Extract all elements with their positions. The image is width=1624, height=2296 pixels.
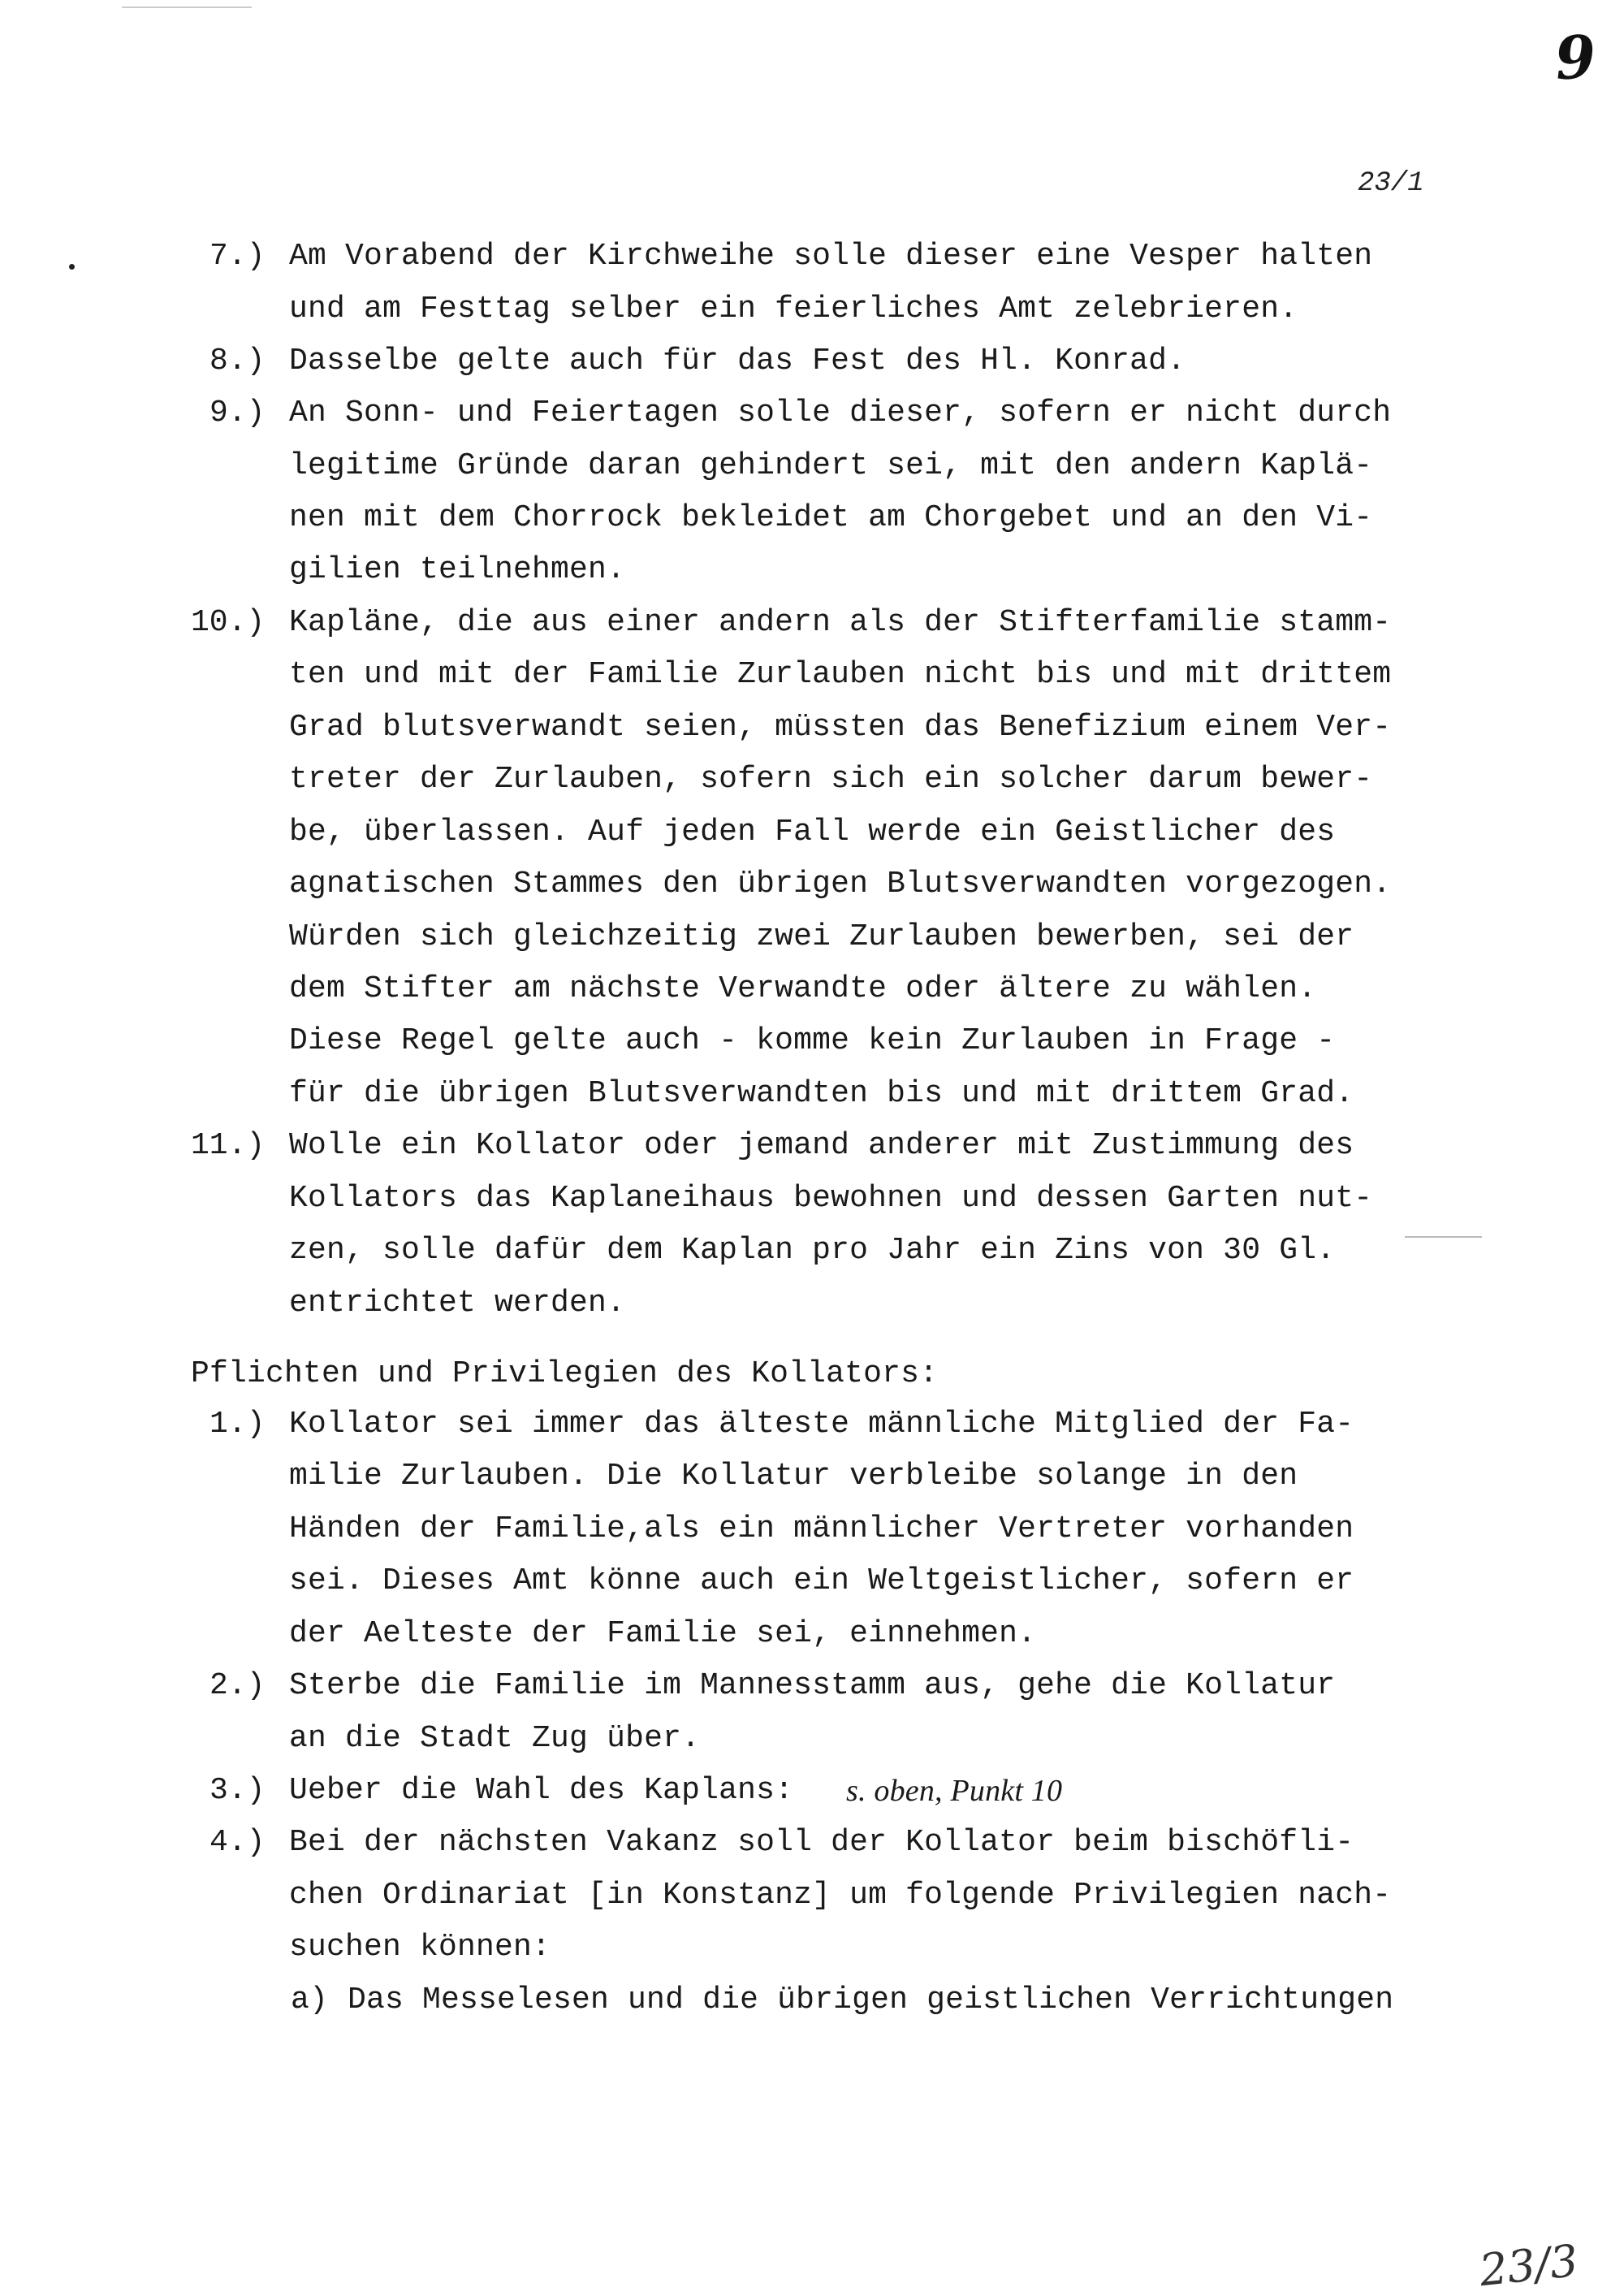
sub-item-text: Das Messelesen und die übrigen geistlichen Verrichtungen xyxy=(348,1983,1394,2017)
item-line: Grad blutsverwandt seien, müssten das Benefizium einem Ver- xyxy=(289,710,1392,745)
item-line: dem Stifter am nächste Verwandte oder ältere zu wählen. xyxy=(289,971,1317,1006)
item-line: Am Vorabend der Kirchweihe solle dieser eine Vesper halten xyxy=(289,239,1373,274)
item-line: Kollator sei immer das älteste männliche Mitglied der Fa- xyxy=(289,1407,1354,1442)
item-number: 10.) xyxy=(191,605,266,640)
item-line: für die übrigen Blutsverwandten bis und mit drittem Grad. xyxy=(289,1076,1354,1111)
item-line: legitime Gründe daran gehindert sei, mit den andern Kaplä- xyxy=(289,448,1373,483)
item-line: Händen der Familie,als ein männlicher Vertreter vorhanden xyxy=(289,1511,1354,1546)
item-number: 9.) xyxy=(209,396,266,430)
item-line: chen Ordinariat [in Konstanz] um folgende Privilegien nach- xyxy=(289,1878,1392,1913)
item-line: An Sonn- und Feiertagen solle dieser, sofern er nicht durch xyxy=(289,396,1392,430)
item-line: der Aelteste der Familie sei, einnehmen. xyxy=(289,1616,1037,1651)
item-line: gilien teilnehmen. xyxy=(289,552,626,587)
scan-mark xyxy=(1405,1236,1482,1238)
item-number: 2.) xyxy=(209,1668,266,1703)
item-number: 4.) xyxy=(209,1825,266,1860)
item-line: Diese Regel gelte auch - komme kein Zurlauben in Frage - xyxy=(289,1023,1336,1058)
item-number: 11.) xyxy=(191,1128,266,1163)
top-reference: 23/1 xyxy=(1358,168,1424,199)
item-line: entrichtet werden. xyxy=(289,1286,626,1321)
item-line: Kapläne, die aus einer andern als der Stifterfamilie stamm- xyxy=(289,605,1392,640)
item-number: 1.) xyxy=(209,1407,266,1442)
sub-item-label: a) xyxy=(291,1983,329,2017)
item-number: 8.) xyxy=(209,344,266,378)
item-line: treter der Zurlauben, sofern sich ein solcher darum bewer- xyxy=(289,762,1373,797)
item-line: Kollators das Kaplaneihaus bewohnen und dessen Garten nut- xyxy=(289,1181,1373,1216)
item-number: 3.) xyxy=(209,1773,266,1808)
item-line: agnatischen Stammes den übrigen Blutsverwandten vorgezogen. xyxy=(289,867,1392,902)
item-line: zen, solle dafür dem Kaplan pro Jahr ein Zins von 30 Gl. xyxy=(289,1233,1336,1268)
item-line: Ueber die Wahl des Kaplans: xyxy=(289,1773,794,1808)
item-line: und am Festtag selber ein feierliches Amt zelebrieren. xyxy=(289,292,1298,326)
item-line: Wolle ein Kollator oder jemand anderer mit Zustimmung des xyxy=(289,1128,1354,1163)
item-line: nen mit dem Chorrock bekleidet am Chorgebet und an den Vi- xyxy=(289,500,1373,535)
item-line: Würden sich gleichzeitig zwei Zurlauben bewerben, sei der xyxy=(289,919,1354,954)
item-line: Sterbe die Familie im Mannesstamm aus, gehe die Kollatur xyxy=(289,1668,1336,1703)
margin-dot xyxy=(69,264,75,270)
page-number: 9 xyxy=(1553,21,1599,93)
item-line: suchen können: xyxy=(289,1930,551,1965)
bottom-reference: 23/3 xyxy=(1477,2234,1581,2296)
item-line: Bei der nächsten Vakanz soll der Kollator beim bischöfli- xyxy=(289,1825,1354,1860)
item-line: an die Stadt Zug über. xyxy=(289,1721,701,1756)
scan-mark xyxy=(122,6,252,8)
item-line: sei. Dieses Amt könne auch ein Weltgeistlicher, sofern er xyxy=(289,1563,1354,1598)
handwritten-note: s. oben, Punkt 10 xyxy=(846,1774,1063,1808)
item-line: milie Zurlauben. Die Kollatur verbleibe solange in den xyxy=(289,1459,1298,1494)
item-line: be, überlassen. Auf jeden Fall werde ein Geistlicher des xyxy=(289,815,1336,850)
item-line: ten und mit der Familie Zurlauben nicht bis und mit drittem xyxy=(289,657,1392,692)
item-number: 7.) xyxy=(209,239,266,274)
item-line: Dasselbe gelte auch für das Fest des Hl. Konrad. xyxy=(289,344,1186,378)
section-heading: Pflichten und Privilegien des Kollators: xyxy=(191,1356,939,1391)
